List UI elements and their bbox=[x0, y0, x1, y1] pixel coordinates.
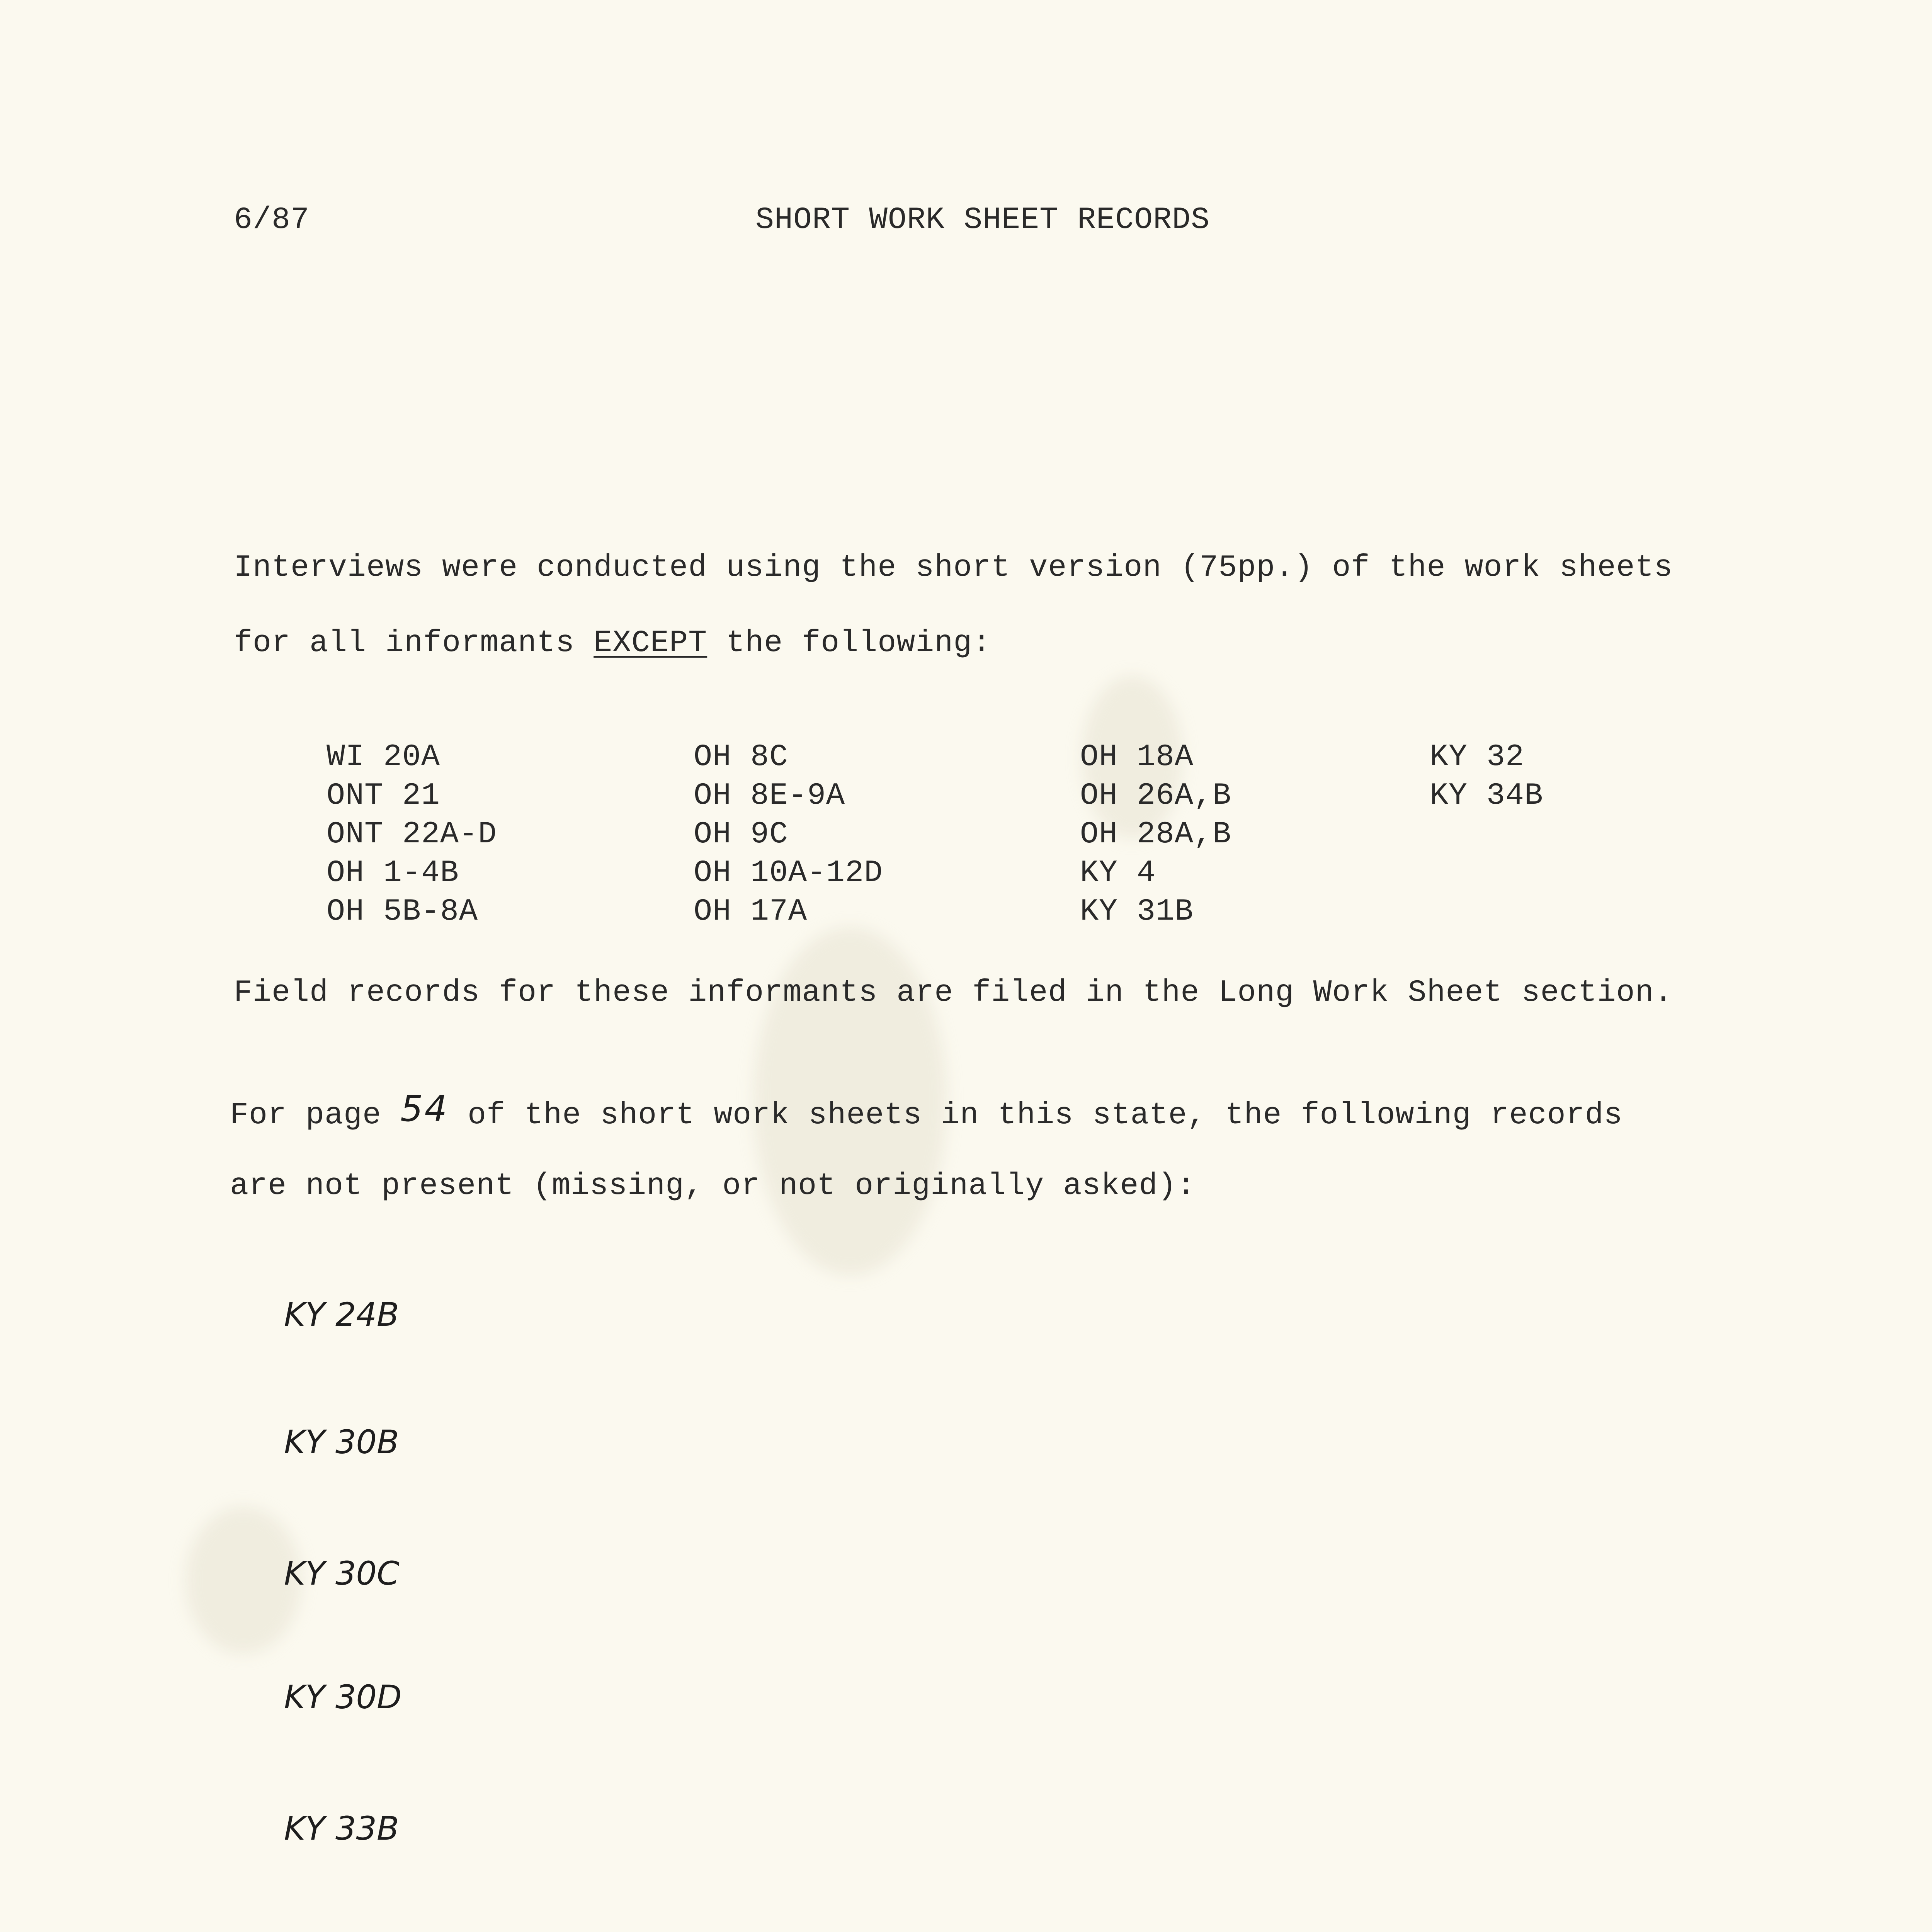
exceptions-column-3 bbox=[1080, 742, 1231, 935]
exception-item: KY 4 bbox=[1080, 855, 1156, 891]
exception-item: OH 8C bbox=[694, 740, 789, 775]
exception-item: OH 26A,B bbox=[1080, 778, 1232, 813]
exception-item: ONT 21 bbox=[327, 778, 440, 813]
except-emphasis: EXCEPT bbox=[594, 626, 707, 661]
exception-item: OH 28A,B bbox=[1080, 817, 1232, 852]
page-note-pre: For page bbox=[230, 1098, 401, 1133]
handwritten-page-number: 54 bbox=[400, 1088, 449, 1129]
page-note-post: of the short work sheets in this state, the following records bbox=[449, 1098, 1623, 1133]
exceptions-column-1 bbox=[327, 742, 497, 935]
exception-item: WI 20A bbox=[327, 740, 440, 775]
exception-item: ONT 22A-D bbox=[327, 817, 497, 852]
intro-line-1: Interviews were conducted using the short version (75pp.) of the work sheets bbox=[234, 550, 1673, 585]
missing-record: KY 33B bbox=[284, 1810, 399, 1847]
document-date: 6/87 bbox=[234, 202, 310, 238]
intro-line-2-pre: for all informants bbox=[234, 626, 594, 661]
exception-item: OH 18A bbox=[1080, 740, 1194, 775]
exception-item: OH 10A-12D bbox=[694, 855, 883, 891]
missing-record: KY 30D bbox=[284, 1678, 402, 1716]
exception-item: KY 34B bbox=[1430, 778, 1544, 813]
page-note-line-2: are not present (missing, or not originally asked): bbox=[230, 1168, 1196, 1204]
exception-item: OH 8E-9A bbox=[694, 778, 845, 813]
intro-line-2 bbox=[234, 628, 991, 659]
intro-line-2-post: the following: bbox=[707, 626, 992, 661]
missing-record: KY 24B bbox=[284, 1296, 399, 1333]
exceptions-column-2 bbox=[694, 742, 883, 935]
exceptions-column-4 bbox=[1430, 742, 1543, 819]
missing-record: KY 30C bbox=[284, 1554, 400, 1592]
exception-item: OH 9C bbox=[694, 817, 789, 852]
exception-item: OH 5B-8A bbox=[327, 894, 478, 929]
missing-record: KY 30B bbox=[284, 1423, 399, 1461]
exception-item: KY 31B bbox=[1080, 894, 1194, 929]
field-records-note: Field records for these informants are filed in the Long Work Sheet section. bbox=[234, 975, 1673, 1010]
document-title: SHORT WORK SHEET RECORDS bbox=[755, 202, 1210, 238]
page-note-line-1 bbox=[230, 1088, 1623, 1133]
exception-item: KY 32 bbox=[1430, 740, 1525, 775]
exception-item: OH 1-4B bbox=[327, 855, 459, 891]
exception-item: OH 17A bbox=[694, 894, 808, 929]
